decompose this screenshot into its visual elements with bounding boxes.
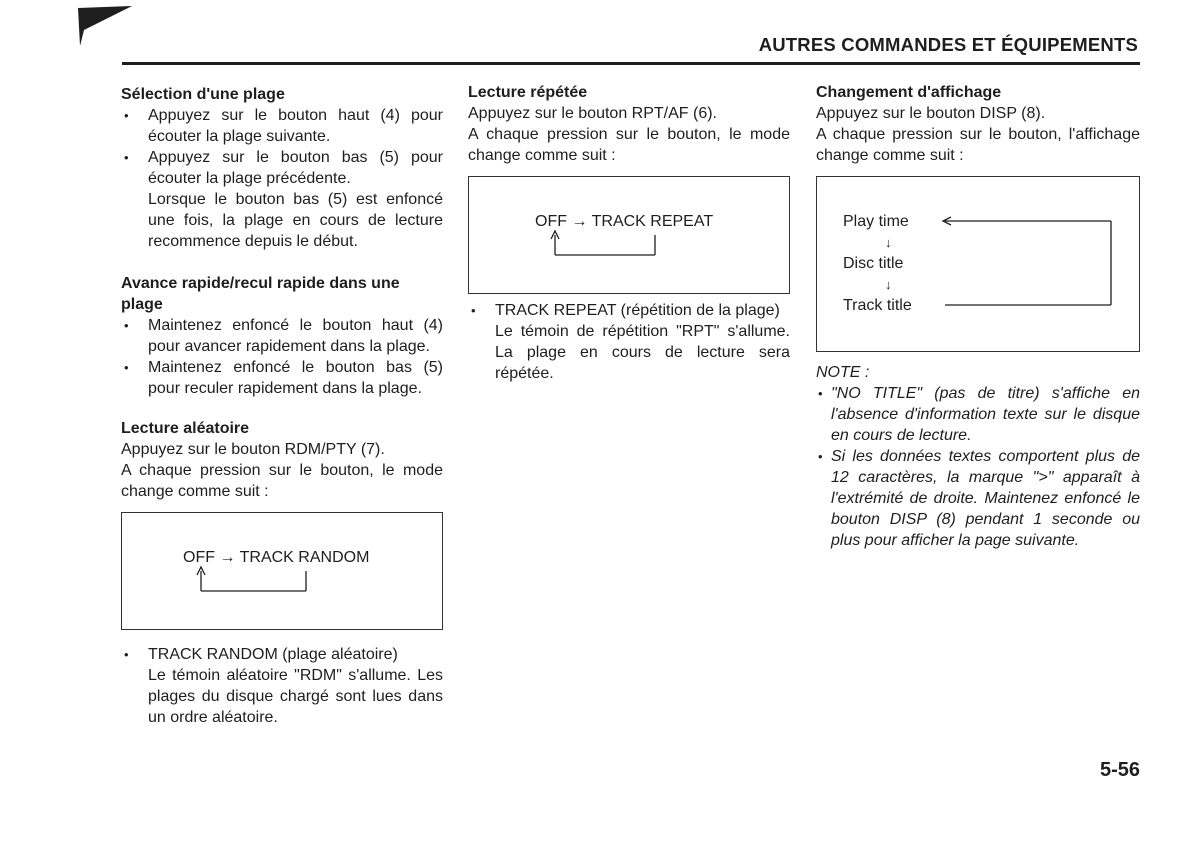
list-item: • Maintenez enfoncé le bouton bas (5) pour reculer rapidement dans la plage. bbox=[121, 357, 443, 399]
fast-forward-list bbox=[121, 315, 443, 399]
column-middle bbox=[468, 82, 790, 384]
section-header: AUTRES COMMANDES ET ÉQUIPEMENTS bbox=[758, 34, 1138, 55]
cycle-arrow-graphic bbox=[469, 177, 791, 295]
heading-repeat-play: Lecture répétée bbox=[468, 84, 588, 101]
right-arrow-icon: → bbox=[571, 213, 588, 230]
list-item: • TRACK RANDOM (plage aléatoire) Le témoin aléatoire "RDM" s'allume. Les plages du disque chargé sont lues dans un ordre aléatoire. bbox=[121, 644, 443, 728]
display-instruction: Appuyez sur le bouton DISP (8). bbox=[816, 105, 1046, 122]
heading-track-selection: Sélection d'une plage bbox=[121, 86, 285, 103]
heading-display-change: Changement d'affichage bbox=[816, 84, 1002, 101]
down-arrow-icon: ↓ bbox=[885, 235, 892, 250]
note-title: NOTE : bbox=[816, 364, 870, 381]
mode-track-repeat: TRACK REPEAT bbox=[591, 213, 714, 230]
display-mode-text: A chaque pression sur le bouton, l'affichage change comme suit : bbox=[816, 126, 1140, 164]
display-disc-title: Disc title bbox=[843, 255, 904, 272]
list-item: • Maintenez enfoncé le bouton haut (4) pour avancer rapidement dans la plage. bbox=[121, 315, 443, 357]
down-arrow-icon: ↓ bbox=[885, 277, 892, 292]
heading-random-play: Lecture aléatoire bbox=[121, 420, 250, 437]
heading-fast-forward: Avance rapide/recul rapide dans une plage bbox=[121, 275, 400, 313]
header-divider bbox=[122, 62, 1140, 65]
repeat-mode-list bbox=[468, 300, 790, 384]
random-instruction: Appuyez sur le bouton RDM/PTY (7). bbox=[121, 441, 385, 458]
mode-off: OFF bbox=[535, 213, 567, 230]
mode-track-random: TRACK RANDOM bbox=[239, 549, 370, 566]
random-mode-list bbox=[121, 644, 443, 728]
note-list bbox=[816, 383, 1140, 551]
page-number: 5-56 bbox=[1099, 759, 1140, 781]
list-item: • Appuyez sur le bouton bas (5) pour écouter la plage précédente. Lorsque le bouton bas (5) est enfoncé une fois, la plage en cours de lecture recommence depuis le début. bbox=[121, 147, 443, 252]
list-item: • Appuyez sur le bouton haut (4) pour écouter la plage suivante. bbox=[121, 105, 443, 147]
column-right bbox=[816, 82, 1140, 551]
repeat-instruction: Appuyez sur le bouton RPT/AF (6). bbox=[468, 105, 717, 122]
repeat-mode-text: A chaque pression sur le bouton, le mode change comme suit : bbox=[468, 126, 790, 164]
mode-off: OFF bbox=[183, 549, 215, 566]
track-selection-list bbox=[121, 105, 443, 252]
display-play-time: Play time bbox=[843, 213, 909, 230]
right-arrow-icon: → bbox=[219, 549, 236, 566]
mode-sequence bbox=[535, 211, 713, 232]
list-item: • Si les données textes comportent plus de 12 caractères, la marque ">" apparaît à l'extrémité de droite. Maintenez enfoncé le bouton DISP (8) pendant 1 seconde ou plus pour afficher la page suivante. bbox=[816, 446, 1140, 551]
cycle-arrow-graphic bbox=[122, 513, 444, 631]
column-left bbox=[121, 82, 443, 728]
repeat-mode-diagram bbox=[468, 176, 790, 294]
list-item: • TRACK REPEAT (répétition de la plage) Le témoin de répétition "RPT" s'allume. La plage en cours de lecture sera répétée. bbox=[468, 300, 790, 384]
list-item: • "NO TITLE" (pas de titre) s'affiche en l'absence d'information texte sur le disque en cours de lecture. bbox=[816, 383, 1140, 446]
display-cycle-diagram bbox=[816, 176, 1140, 352]
display-track-title: Track title bbox=[843, 297, 912, 314]
corner-mark bbox=[0, 0, 140, 60]
random-mode-diagram bbox=[121, 512, 443, 630]
mode-sequence bbox=[183, 547, 369, 568]
random-mode-text: A chaque pression sur le bouton, le mode change comme suit : bbox=[121, 462, 443, 500]
